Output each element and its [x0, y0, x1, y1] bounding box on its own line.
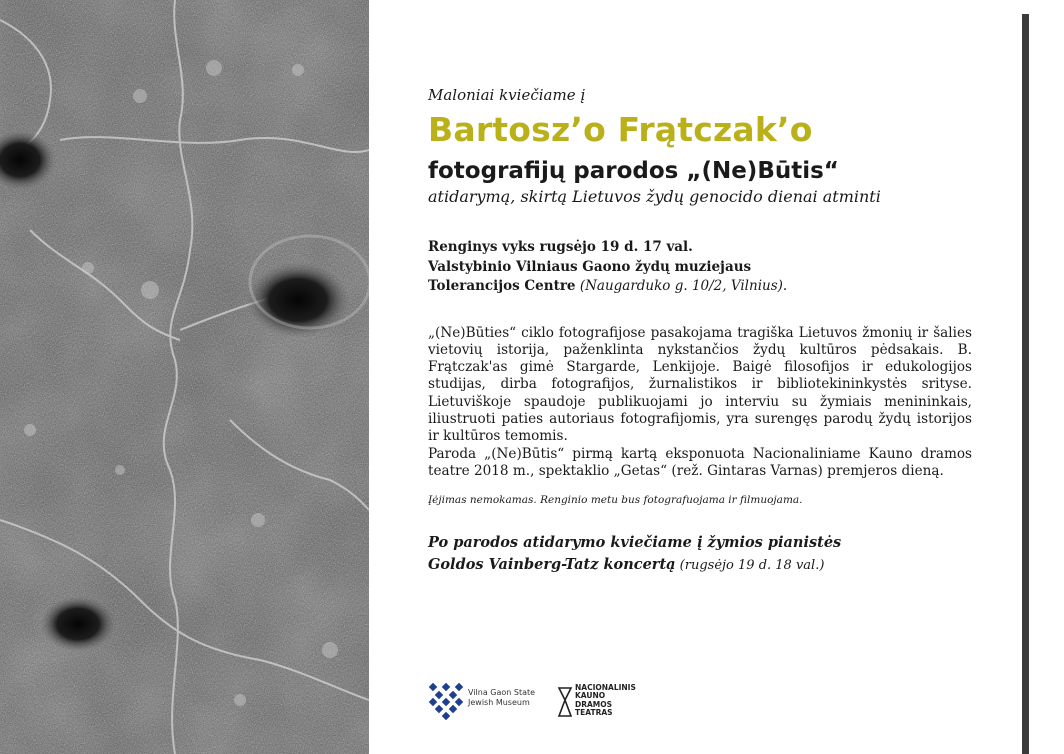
- concert-performer: Goldos Vainberg-Tatz koncertą: [428, 556, 676, 574]
- theatre-logo-line: TEATRAS: [575, 708, 613, 718]
- partner-logos: [428, 682, 728, 722]
- cover-photo: [0, 0, 369, 754]
- theatre-logo-line: KAUNO: [575, 691, 606, 701]
- artist-name: Bartosz’o Frątczak’o: [428, 110, 813, 149]
- right-edge-bar: [1022, 14, 1029, 754]
- concert-line: Po parodos atidarymo kviečiame į žymios pianistės: [428, 534, 842, 552]
- museum-logo-icon: [428, 682, 464, 722]
- theatre-logo-line: DRAMOS: [575, 699, 613, 709]
- concert-time: (rugsėjo 19 d. 18 val.): [675, 558, 825, 574]
- museum-logo-text: [468, 688, 548, 708]
- museum-logo-line: Vilna Gaon State: [468, 688, 536, 697]
- description-paragraph: „(Ne)Būties“ ciklo fotografijose pasakojama tragiška Lietuvos žmonių ir šalies vietovių istorija, paženklinta nykstančios žydų kultūros pėdsakais. B. Frątczak'as gimė Stargarde, Lenkijoje. Baigė filosofijos ir edukologijos studijas, dirba fotografijos, žurnalistikos ir bibliotekininkystės srityse. Lietuviškoje spaudoje publikuojami jo interviu su žymiais menininkais, iliustruoti paties autoriaus fotografijomis, yra surengęs parodų žydų istorijos ir kultūros temomis.: [428, 324, 972, 445]
- invitation-text: [428, 86, 972, 576]
- description-paragraph: Paroda „(Ne)Būtis“ pirmą kartą eksponuota Nacionaliniame Kauno dramos teatre 2018 m., spektaklio „Getas“ (rež. Gintaras Varnas) premjeros dieną.: [428, 445, 972, 479]
- cracked-ground-image: [0, 0, 369, 754]
- description: [428, 325, 972, 481]
- event-centre: Tolerancijos Centre: [428, 278, 576, 294]
- event-details: [428, 238, 972, 297]
- concert-invitation: [428, 532, 972, 576]
- museum-logo-line: Jewish Museum: [468, 698, 530, 707]
- theatre-logo-line: NACIONALINIS: [575, 683, 636, 692]
- invite-line: Maloniai kviečiame į: [428, 86, 586, 104]
- free-entry-note: Įėjimas nemokamas. Renginio metu bus fotografuojama ir filmuojama.: [428, 494, 803, 507]
- theatre-logo-text: [575, 684, 655, 718]
- event-address: (Naugarduko g. 10/2, Vilnius).: [575, 278, 788, 294]
- theatre-logo-icon: [556, 686, 574, 718]
- event-date: Renginys vyks rugsėjo 19 d. 17 val.: [428, 239, 693, 255]
- event-venue: Valstybinio Vilniaus Gaono žydų muziejaus: [428, 258, 752, 275]
- exhibition-subtitle: atidarymą, skirtą Lietuvos žydų genocido dienai atminti: [428, 187, 881, 206]
- exhibition-title: fotografijų parodos „(Ne)Būtis“: [428, 158, 839, 184]
